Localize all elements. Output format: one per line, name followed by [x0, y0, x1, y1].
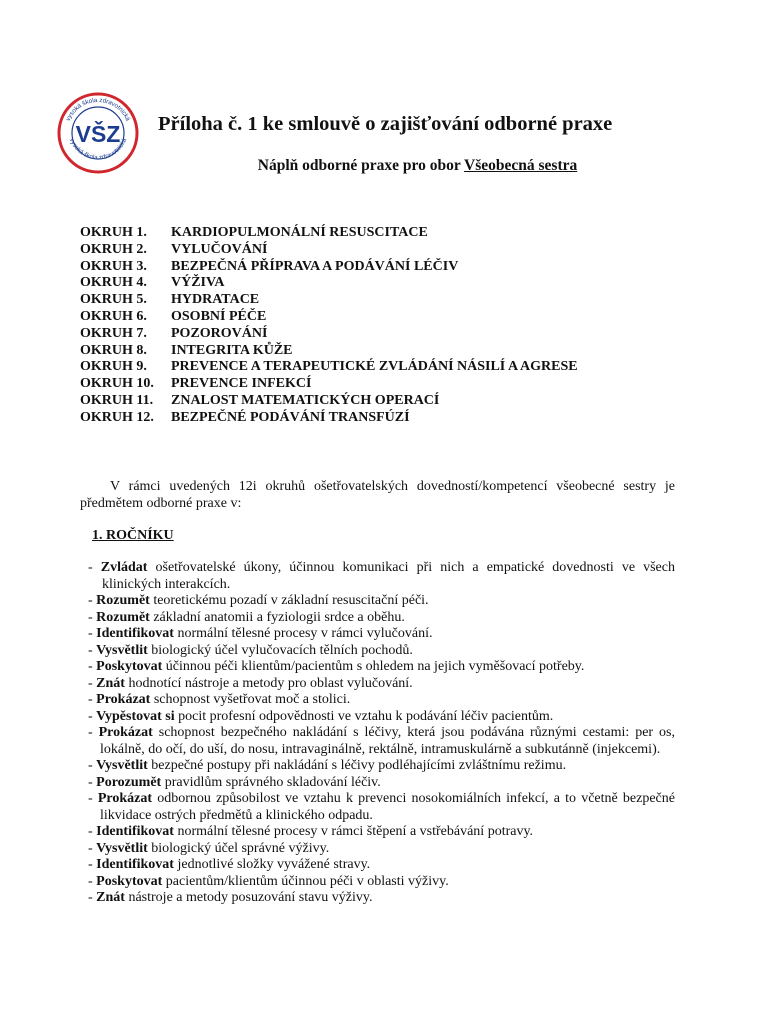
okruh-name: ZNALOST MATEMATICKÝCH OPERACÍ	[171, 392, 440, 408]
okruh-item	[80, 292, 680, 309]
okruh-name: POZOROVÁNÍ	[171, 325, 268, 341]
competency-verb: Identifikovat	[96, 857, 174, 872]
competency-item: - Identifikovat jednotlivé složky vyvážené stravy.	[88, 857, 371, 872]
competency-item: - Znát hodnotící nástroje a metody pro oblast vylučování.	[88, 675, 413, 691]
competency-text: základní anatomii a fyziologii srdce a oběhu.	[149, 609, 405, 625]
okruh-label: OKRUH 3.	[80, 258, 147, 274]
competency-verb: Rozumět	[96, 609, 150, 625]
competency-text: hodnotící nástroje a metody pro oblast vylučování.	[124, 675, 413, 691]
okruh-item	[80, 242, 680, 259]
competency-verb: Identifikovat	[96, 626, 174, 641]
competency-text: ošetřovatelské úkony, účinnou komunikaci při nich a empatické dovednosti ve všech klinických interakcích.	[102, 560, 675, 592]
competency-item: - Identifikovat normální tělesné procesy v rámci štěpení a vstřebávání potravy.	[88, 824, 534, 839]
okruh-name: KARDIOPULMONÁLNÍ RESUSCITACE	[171, 225, 428, 240]
okruh-label: OKRUH 6.	[80, 308, 147, 324]
competency-verb: Poskytovat	[96, 873, 163, 889]
competency-item: - Znát nástroje a metody posuzování stavu výživy.	[88, 890, 373, 905]
competency-text: teoretickému pozadí v základní resuscitační péči.	[149, 593, 429, 608]
subtitle-prefix: Náplň odborné praxe pro obor	[257, 157, 465, 174]
okruh-name: VYLUČOVÁNÍ	[171, 241, 268, 257]
logo-ring-text-bottom: vysoká škola zdravotnická	[67, 137, 129, 162]
competency-text: schopnost vyšetřovat moč a stolici.	[150, 692, 351, 707]
competency-text: normální tělesné procesy v rámci štěpení a vstřebávání potravy.	[173, 824, 534, 839]
okruh-name: PREVENCE INFEKCÍ	[171, 376, 312, 392]
okruh-item	[80, 343, 680, 360]
okruh-name: OSOBNÍ PÉČE	[171, 308, 267, 324]
competency-verb: Zvládat	[100, 560, 148, 575]
okruh-label: OKRUH 11.	[80, 392, 154, 408]
competency-item: - Rozumět teoretickému pozadí v základní resuscitační péči.	[88, 593, 429, 608]
competency-verb: Vysvětlit	[96, 840, 148, 856]
competency-list	[88, 560, 675, 907]
competency-text: jednotlivé složky vyvážené stravy.	[173, 857, 371, 872]
okruh-item	[80, 225, 680, 242]
okruh-label: OKRUH 7.	[80, 325, 147, 341]
competency-item: - Prokázat schopnost bezpečného nakládání s léčivy, která jsou podávána různými cestami: per os, lokálně, do očí, do uší, do nosu, intravaginálně, rektálně, intramuskulárně a subkutánně (injekcemi).	[88, 725, 675, 757]
okruh-name: PREVENCE A TERAPEUTICKÉ ZVLÁDÁNÍ NÁSILÍ A AGRESE	[171, 359, 578, 375]
competency-text: účinnou péči klientům/pacientům s ohledem na jejich vyměšovací potřeby.	[162, 659, 585, 674]
subtitle-field: Všeobecná sestra	[464, 157, 578, 174]
okruh-item	[80, 376, 680, 393]
competency-verb: Znát	[96, 890, 125, 905]
okruh-label: OKRUH 10.	[80, 376, 154, 392]
section-title: 1. ROČNÍKU	[92, 528, 174, 543]
okruh-label: OKRUH 2.	[80, 241, 147, 257]
competency-item: - Prokázat schopnost vyšetřovat moč a stolici.	[88, 692, 351, 707]
competency-verb: Porozumět	[96, 774, 162, 790]
competency-item: - Poskytovat pacientům/klientům účinnou péči v oblasti výživy.	[88, 873, 449, 889]
logo-letters: VŠZ	[75, 121, 121, 147]
document-title: Příloha č. 1 ke smlouvě o zajišťování odborné praxe	[158, 113, 613, 135]
competency-verb: Vypěstovat si	[96, 708, 175, 724]
competency-text: normální tělesné procesy v rámci vylučování.	[173, 626, 433, 641]
competency-text: pacientům/klientům účinnou péči v oblasti výživy.	[162, 873, 449, 889]
okruh-item	[80, 309, 680, 326]
competency-text: schopnost bezpečného nakládání s léčivy, která jsou podávána různými cestami: per os, lokálně, do očí, do uší, do nosu, intravaginálně, rektálně, intramuskulárně a subkutánně (injekcemi).	[100, 725, 675, 757]
logo-ring-text-top: vysoká škola zdravotnická	[64, 96, 132, 123]
competency-verb: Znát	[96, 675, 125, 691]
competency-item: - Vypěstovat si pocit profesní odpovědnosti ve vztahu k podávání léčiv pacientům.	[88, 708, 554, 724]
okruh-label: OKRUH 12.	[80, 409, 154, 425]
document-subtitle	[0, 155, 768, 177]
competency-text: odbornou způsobilost ve vztahu k prevenci nosokomiálních infekcí, a to včetně bezpečné likvidace ostrých předmětů a klinického odpadu.	[100, 791, 675, 823]
okruh-label: OKRUH 5.	[80, 292, 147, 308]
competency-text: biologický účel správné výživy.	[147, 840, 330, 856]
competency-verb: Vysvětlit	[96, 758, 148, 773]
okruh-label: OKRUH 8.	[80, 342, 147, 358]
okruh-name: VÝŽIVA	[171, 275, 225, 291]
competency-verb: Identifikovat	[96, 824, 174, 839]
okruh-name: BEZPEČNÁ PŘÍPRAVA A PODÁVÁNÍ LÉČIV	[171, 258, 459, 274]
okruh-item	[80, 259, 680, 276]
okruh-item	[80, 393, 680, 410]
okruh-item	[80, 410, 680, 427]
competency-item: - Zvládat ošetřovatelské úkony, účinnou komunikaci při nich a empatické dovednosti ve všech klinických interakcích.	[88, 560, 675, 592]
competency-item: - Identifikovat normální tělesné procesy v rámci vylučování.	[88, 626, 433, 641]
competency-item: - Vysvětlit biologický účel správné výživy.	[88, 840, 330, 856]
okruh-item	[80, 359, 680, 376]
competency-item: - Prokázat odbornou způsobilost ve vztahu k prevenci nosokomiálních infekcí, a to včetně bezpečné likvidace ostrých předmětů a klinického odpadu.	[88, 791, 675, 823]
competency-verb: Rozumět	[96, 593, 150, 608]
competency-item: - Vysvětlit bezpečné postupy při nakládání s léčivy podléhajícími zvláštnímu režimu.	[88, 758, 567, 773]
okruh-name: INTEGRITA KŮŽE	[171, 342, 293, 358]
competency-verb: Prokázat	[98, 725, 153, 740]
competency-item: - Poskytovat účinnou péči klientům/pacientům s ohledem na jejich vyměšovací potřeby.	[88, 659, 585, 674]
competency-text: pravidlům správného skladování léčiv.	[161, 774, 381, 790]
competency-verb: Vysvětlit	[96, 642, 148, 658]
okruh-item	[80, 326, 680, 343]
competency-text: nástroje a metody posuzování stavu výživy.	[124, 890, 373, 905]
okruh-label: OKRUH 9.	[80, 359, 147, 375]
okruh-label: OKRUH 4.	[80, 275, 147, 291]
okruh-label: OKRUH 1.	[80, 225, 147, 240]
okruh-list	[80, 225, 680, 427]
competency-item: - Porozumět pravidlům správného skladování léčiv.	[88, 774, 381, 790]
competency-item: - Vysvětlit biologický účel vylučovacích tělních pochodů.	[88, 642, 413, 658]
competency-item: - Rozumět základní anatomii a fyziologii srdce a oběhu.	[88, 609, 405, 625]
competency-verb: Poskytovat	[96, 659, 163, 674]
intro-paragraph: V rámci uvedených 12i okruhů ošetřovatelských dovedností/kompetencí všeobecné sestry je předmětem odborné praxe v:	[80, 479, 675, 511]
competency-text: biologický účel vylučovacích tělních pochodů.	[147, 642, 413, 658]
competency-verb: Prokázat	[96, 692, 151, 707]
okruh-item	[80, 275, 680, 292]
competency-verb: Prokázat	[97, 791, 153, 806]
competency-text: pocit profesní odpovědnosti ve vztahu k podávání léčiv pacientům.	[174, 708, 554, 724]
okruh-name: HYDRATACE	[171, 292, 260, 308]
okruh-name: BEZPEČNÉ PODÁVÁNÍ TRANSFÚZÍ	[171, 409, 410, 425]
competency-text: bezpečné postupy při nakládání s léčivy podléhajícími zvláštnímu režimu.	[147, 758, 567, 773]
